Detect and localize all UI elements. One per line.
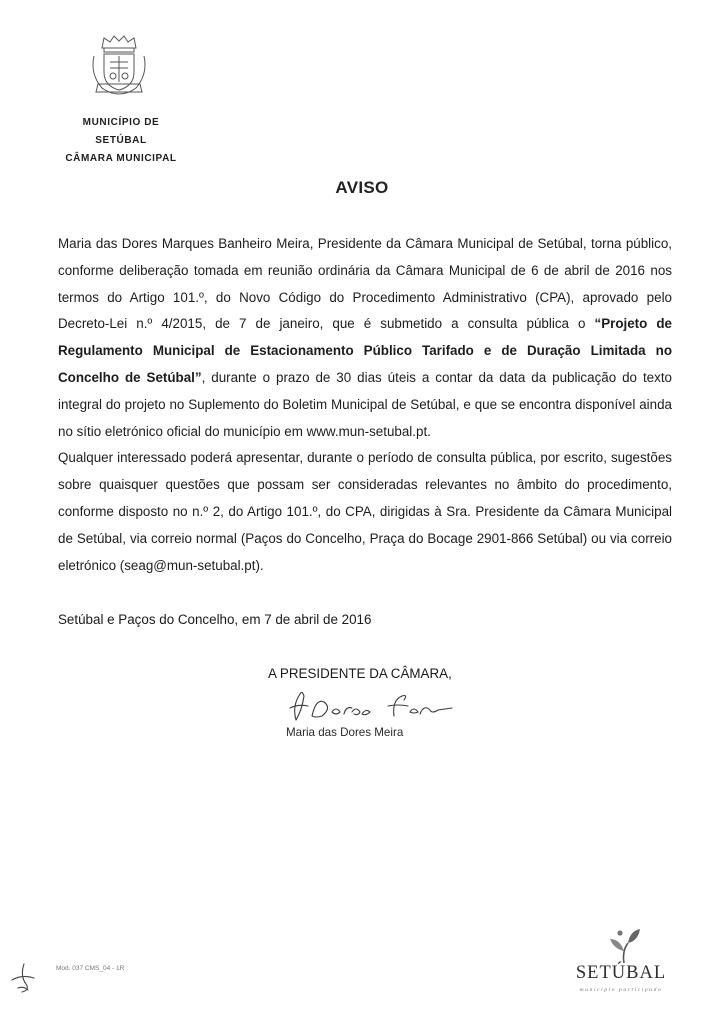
chamber-name: CÂMARA MUNICIPAL [65, 153, 177, 164]
signatory-name: Maria das Dores Meira [286, 726, 404, 739]
notice-body [58, 231, 672, 579]
paragraph-1-text-a: Maria das Dores Marques Banheiro Meira, Presidente da Câmara Municipal de Setúbal, torna público, conforme deliberação tomada em reunião ordinária da Câmara Municipal de 6 de abril de 2016 nos termos do Artigo 101.º, do Novo Código do Procedimento Administrativo (CPA), aprovado pelo Decreto-Lei n.º 4/2015, de 7 de janeiro, que é submetido a consulta pública o [58, 236, 672, 332]
initials-mark-icon [6, 960, 42, 996]
brand-logo-subtitle: município participado [579, 987, 663, 993]
brand-logo-text: SETÚBAL [575, 963, 667, 983]
form-reference: Mod. 037 CMS_04 - 1R [56, 965, 125, 972]
leaf-logo-icon [604, 925, 644, 965]
notice-paragraph-2: Qualquer interessado poderá apresentar, durante o período de consulta pública, por escrito, sugestões sobre quaisquer questões que possam ser consideradas relevantes no âmbito do procedimento, conforme disposto no n.º 2, do Artigo 101.º, do CPA, dirigidas à Sra. Presidente da Câmara Municipal de Setúbal, via correio normal (Paços do Concelho, Praça do Bocage 2901-866 Setúbal) ou via correio eletrónico (seag@mun-setubal.pt). [58, 450, 672, 573]
coat-of-arms-icon [86, 34, 152, 96]
dateline: Setúbal e Paços do Concelho, em 7 de abril de 2016 [58, 612, 372, 627]
notice-paragraph-1 [58, 231, 672, 445]
regulation-title: “Projeto de Regulamento Municipal de Estacionamento Público Tarifado e de Duração Limitada no Concelho de Setúbal” [58, 316, 672, 385]
municipality-name: MUNICÍPIO DE SETÚBAL [82, 117, 160, 146]
paragraph-1-text-b: , durante o prazo de 30 dias úteis a contar da data da publicação do texto integral do projeto no Suplemento do Boletim Municipal de Setúbal, e que se encontra disponível ainda no sítio eletrónico oficial do município em www.mun-setubal.pt. [58, 369, 672, 439]
handwritten-signature [282, 686, 468, 726]
page-title: AVISO [335, 178, 389, 197]
municipality-header [56, 114, 186, 168]
signatory-title: A PRESIDENTE DA CÂMARA, [268, 666, 452, 681]
